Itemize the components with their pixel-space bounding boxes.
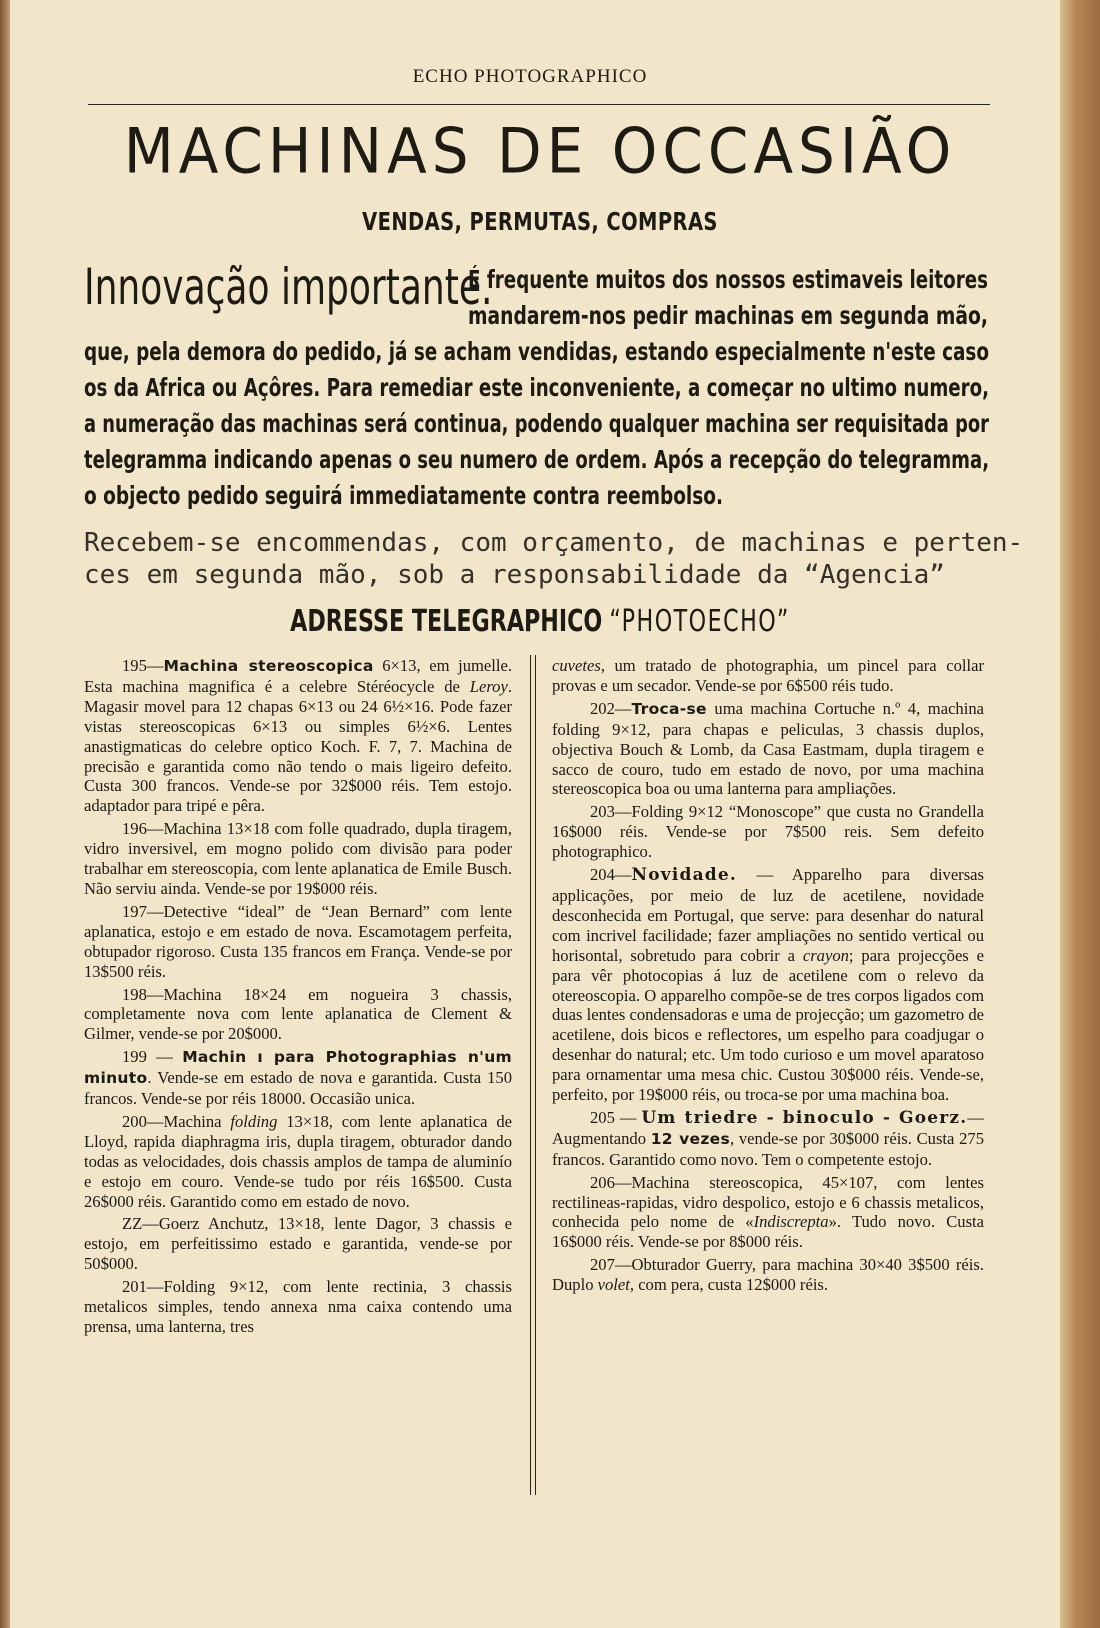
listing-201: 201—Folding 9×12, com lente rectinia, 3 chassis metalicos simples, tendo annexa nma caixa contendo uma prensa, uma lanterna, tres [84,1277,512,1336]
listing-204: 204—Novidade. — Apparelho para diversas applicações, por meio de luz de acetilene, novidade desconhecida em Portugal, que serve: para desenhar do natural com incrivel facilidade; fazer ampliações no sentido vertical ou horisontal, sobretudo para cobrir a crayon; para projecções e para vêr photocopias á luz de acetilene com o relevo da otereoscopia. O apparelho compõe-se de tres corpos ligados com duas lentes condensadoras e uma de projecção; um gazometro de acetilene, dois bicos e reflectores, um espelho para coadjugar o desenhar do natural; etc. Um todo curioso e um movel aparatoso para ornamentar uma mesa chic. Custou 30$000 réis. Vende-se, perfeito, por 19$000 réis, ou troca-se por uma machina boa. [552,865,984,1105]
listing-zz: ZZ—Goerz Anchutz, 13×18, lente Dagor, 3 chassis e estojo, em perfeitissimo estado e garantida, vende-se por 50$000. [84,1214,512,1274]
intro-line: que, pela demora do pedido, já se acham vendidas, estando especialmente n'este caso [84,337,989,366]
listing-197: 197—Detective “ideal” de “Jean Bernard” com lente aplanatica, estojo e em estado de nova. Escamotagem perfeita, obtupador rigoroso. Custa 135 francos em França. Vende-se por 13$500 réis. [84,901,512,981]
page-binding-edge [0,0,10,1628]
listing-201-continued: cuvetes, um tratado de photographia, um pincel para collar provas e um secador. Vende-se por 6$500 réis tudo. [552,656,984,695]
notice-line: Recebem-se encommendas, com orçamento, de machinas e perten- [84,528,1024,558]
intro-heading: Innovação importante. [84,258,493,316]
column-divider [535,655,536,1495]
listing-205: 205 — Um triedre - binoculo - Goerz.—Augmentando 12 vezes, vende-se por 30$000 réis. Custa 275 francos. Garantido como novo. Tem o competente estojo. [552,1107,985,1169]
page-outer-edge [1060,0,1100,1628]
running-header: ECHO PHOTOGRAPHICO [412,66,648,87]
listing-200: 200—Machina folding 13×18, com lente aplanatica de Lloyd, rapida diaphragma iris, dupla tiragem, obturador dando todas as velocidades, dois chassis amplos de tampa de aluminío e estojo em couro. Vende-se tudo por réis 16$500. Custa 26$000 réis. Garantido como em estado de novo. [84,1111,512,1211]
intro-line: telegramma indicando apenas o seu numero de ordem. Após a recepção do telegramma, [84,445,989,474]
page-title: MACHINAS DE OCCASIÃO [123,114,957,188]
listing-202: 202—Troca-se uma machina Cortuche n.º 4, machina folding 9×12, para chapas e peliculas, 3 chassis duplos, objectiva Bouch & Lomb, da Casa Eastmam, dupla tiragem e sacco de couro, tudo em estado de novo, por uma machina stereoscopica boa ou uma lanterna para ampliações. [552,698,984,799]
listing-199: 199 — Machin ı para Photographias n'um minuto. Vende-se em estado de nova e garantida. Custa 150 francos. Vende-se por réis 18000. Occasião unica. [84,1047,512,1109]
listing-203: 203—Folding 9×12 “Monoscope” que custa no Grandella 16$000 réis. Vende-se por 7$500 reis. Sem defeito photographico. [552,802,984,862]
listing-195: 195—Machina stereoscopica 6×13, em jumelle. Esta machina magnifica é a celebre Stéréocycle de Leroy. Magasir movel para 12 chapas 6×13 ou 24 6½×16. Pode fazer vistas stereoscopicas 6×13 ou simples 6½×6. Lentes anastigmaticas do celebre optico Koch. F. 7, 7. Machina de precisão e garantida como não tendo o mais ligeiro defeito. Custa 300 francos. Vende-se por 32$000 réis. Tem estojo. adaptador para tripé e pêra. [84,656,513,816]
listing-206: 206—Machina stereoscopica, 45×107, com lentes rectilineas-rapidas, vidro despolico, estojo e 6 chassis metalicos, conhecida pelo nome de «Indiscrepta». Tudo novo. Custa 16$000 réis. Vende-se por 8$000 réis. [552,1172,985,1252]
listings-column-right [552,656,984,1298]
notice-line: ces em segunda mão, sob a responsabilidade da “Agencia” [84,560,945,590]
column-divider [530,655,531,1495]
listing-207: 207—Obturador Guerry, para machina 30×40 3$500 réis. Duplo volet, com pera, custa 12$000 réis. [552,1255,984,1295]
page-subtitle: VENDAS, PERMUTAS, COMPRAS [362,207,718,236]
intro-line: mandarem-nos pedir machinas em segunda mão, [468,301,988,330]
address-value: “PHOTOECHO” [609,604,790,639]
listing-198: 198—Machina 18×24 em nogueira 3 chassis, completamente nova com lente aplanatica de Clement & Gilmer, vende-se por 20$000. [84,984,512,1044]
address-label: ADRESSE TELEGRAPHICO [290,604,603,639]
listings-column-left [84,656,512,1340]
telegraphic-address [200,604,881,639]
listing-196: 196—Machina 13×18 com folle quadrado, dupla tiragem, vidro inversivel, em mogno polido com divisão para poder trabalhar em stereoscopia, com lente aplanatica de Emile Busch. Não serviu ainda. Vende-se por 19$000 réis. [84,819,512,898]
intro-line: os da Africa ou Açôres. Para remediar este inconveniente, a começar no ultimo numero, [84,373,989,402]
intro-line: a numeração das machinas será continua, podendo qualquer machina ser requisitada por [84,409,989,438]
intro-line: É frequente muitos dos nossos estimaveis leitores [468,265,988,294]
intro-line: o objecto pedido seguirá immediatamente contra reembolso. [84,481,724,510]
header-rule [88,104,990,105]
